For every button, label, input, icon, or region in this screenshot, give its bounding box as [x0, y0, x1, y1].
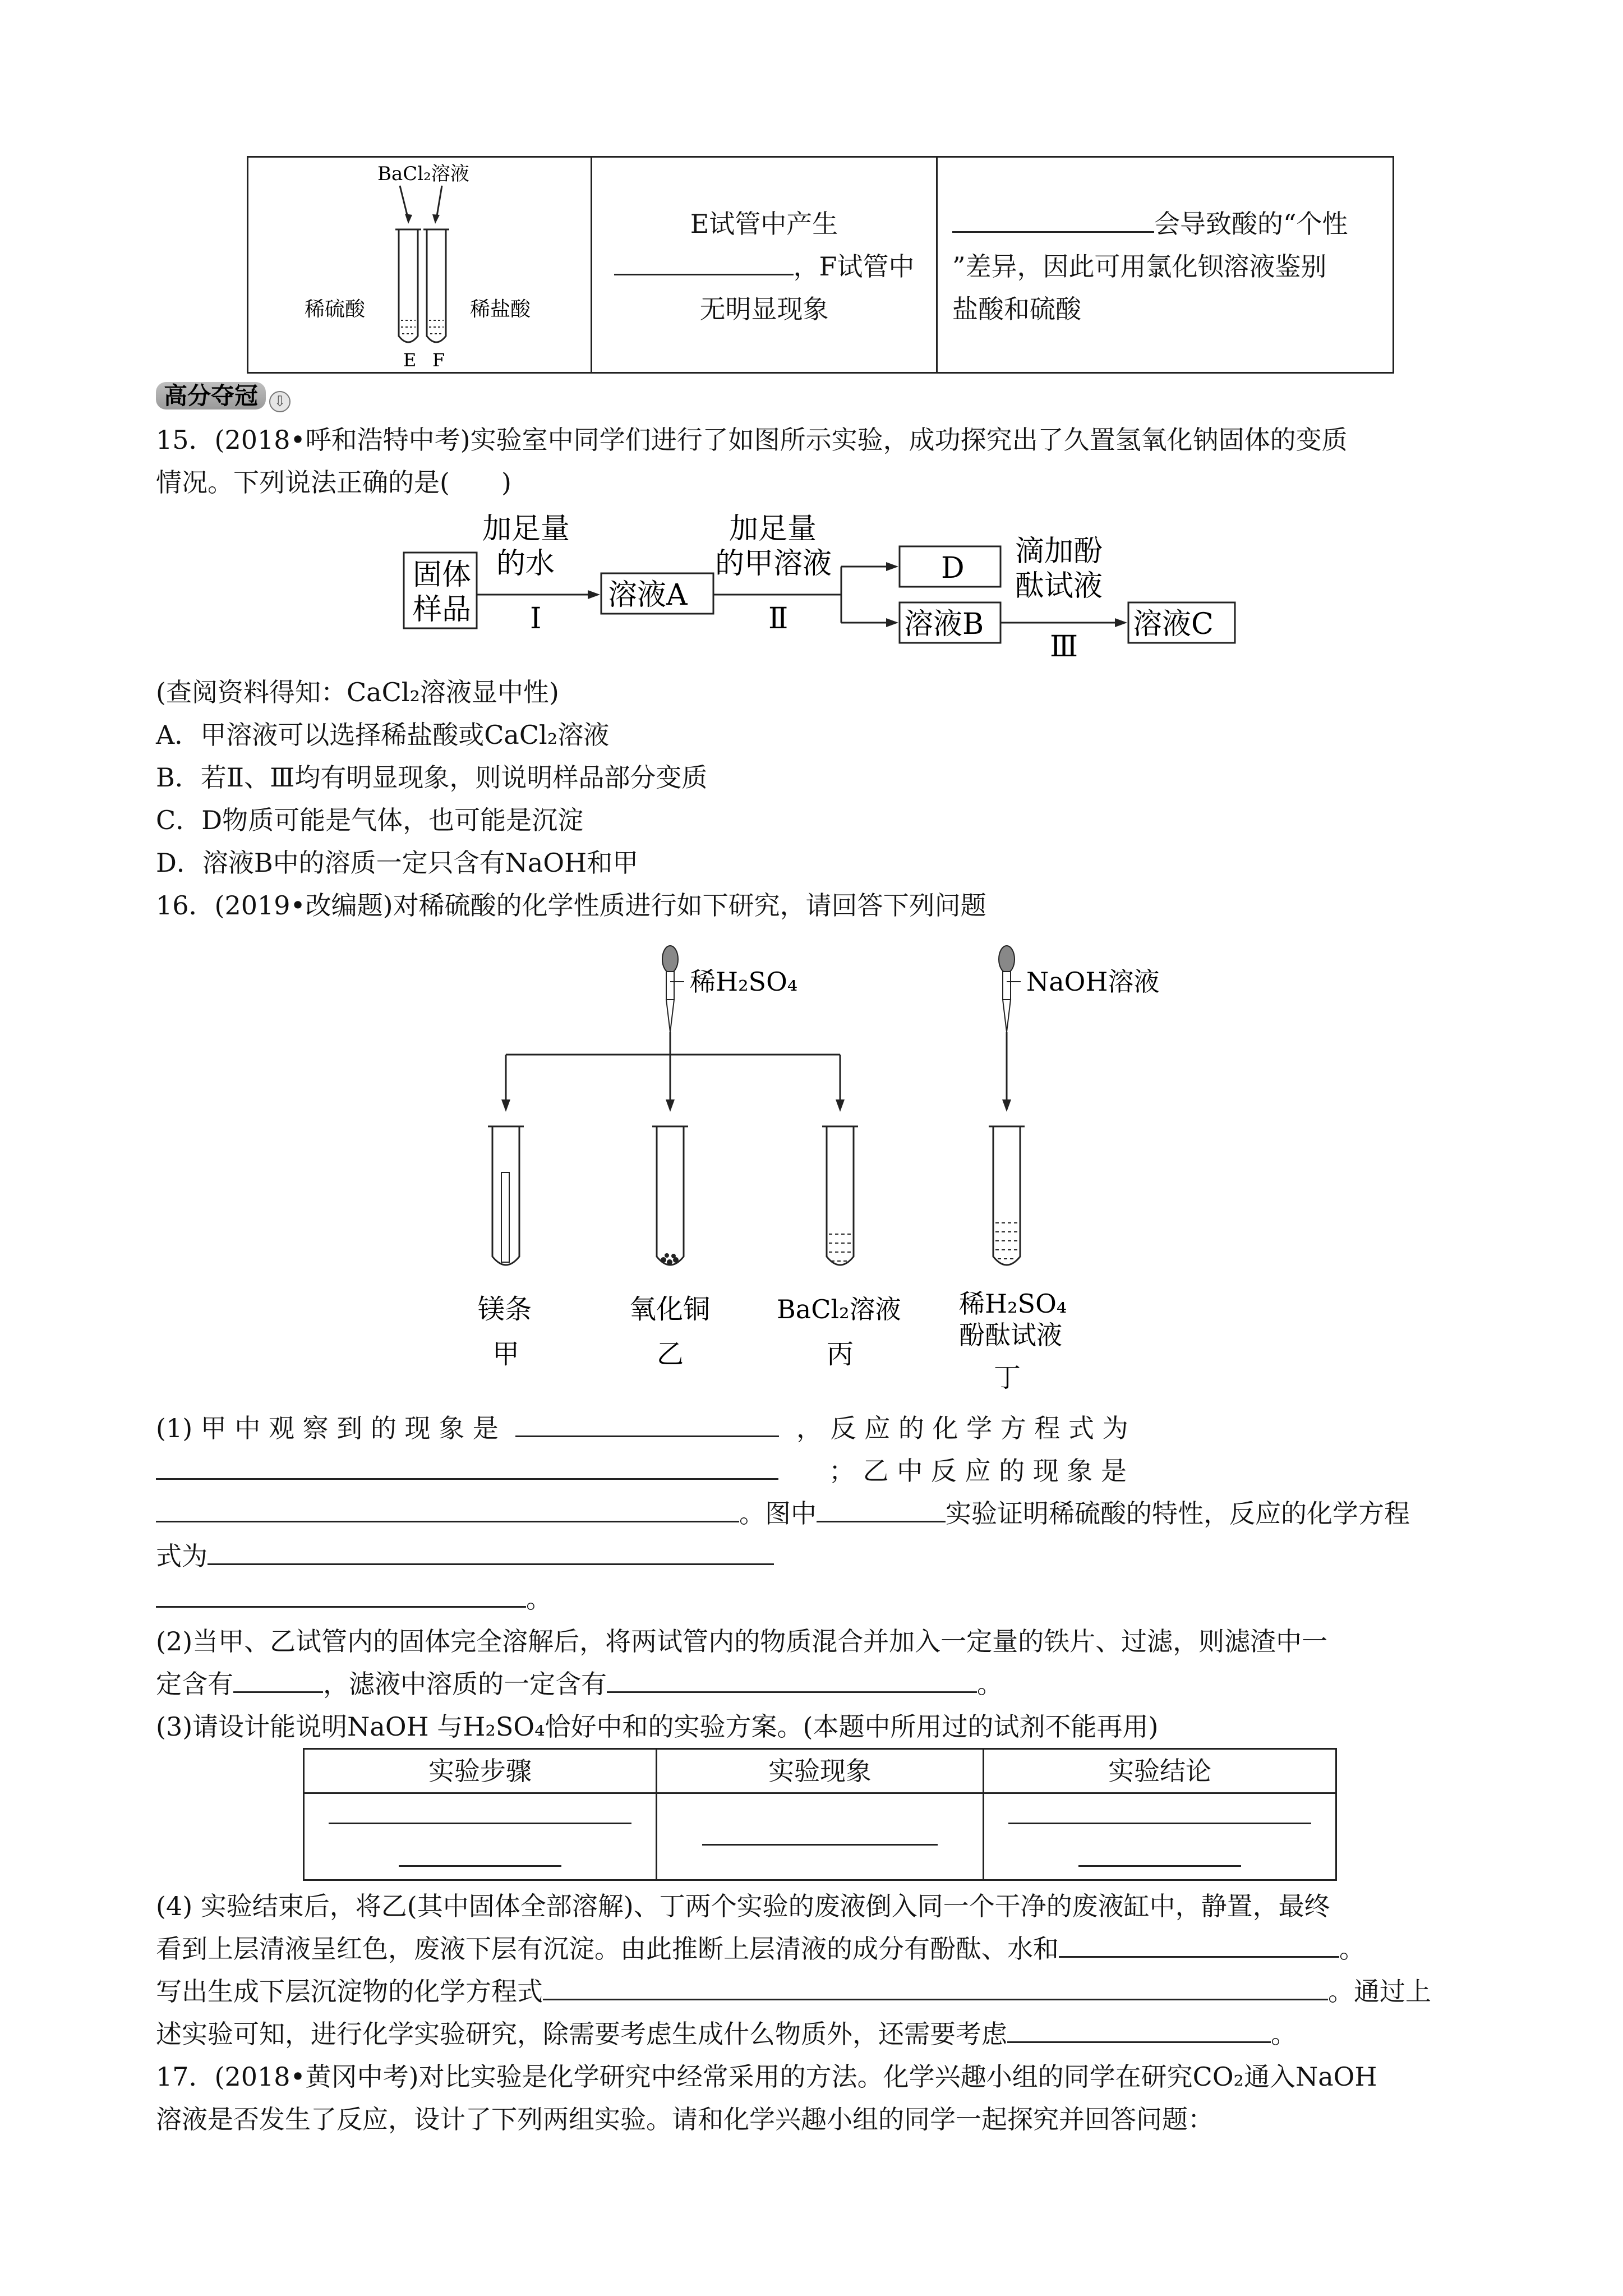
dilute-sulfuric-label: 稀硫酸: [305, 298, 366, 321]
q15-flow-diagram: [393, 505, 1245, 673]
flow-arrow3-top2: 酞试液: [1015, 569, 1103, 603]
conclusion-blank[interactable]: [952, 203, 1154, 233]
phenomenon-cell: [592, 203, 936, 330]
tube3-id: 丙: [827, 1338, 854, 1370]
q16-p1-blank-phenomenon[interactable]: [515, 1407, 779, 1437]
phenomenon-blank[interactable]: [614, 246, 794, 275]
flow-box1-line1: 固体: [413, 558, 472, 592]
q16-p1-line3: 。图中 实验证明稀硫酸的特性，反应的化学方程: [156, 1492, 1410, 1535]
q16-p2-line2: 定含有 ，滤液中溶质的一定含有 。: [156, 1663, 1003, 1705]
q16-plan-table: [303, 1748, 1337, 1881]
q16-p4-blank-components[interactable]: [1059, 1928, 1339, 1958]
q16-p3-line: (3)请设计能说明NaOH 与H₂SO₄恰好中和的实验方案。(本题中所用过的试剂不能再用): [156, 1711, 1159, 1742]
flow-arrow1-step: Ⅰ: [530, 602, 542, 636]
table-header-conclusion: 实验结论: [984, 1749, 1336, 1793]
conclusion-line2: ”差异，因此可用氯化钡溶液鉴别: [952, 251, 1327, 282]
q15-option-a[interactable]: A．甲溶液可以选择稀盐酸或CaCl₂溶液: [156, 720, 610, 750]
q16-p1-blank-equation2[interactable]: [208, 1535, 774, 1565]
table-cell-phenomenon[interactable]: [656, 1793, 983, 1880]
q15-stem-line1: 15．(2018•呼和浩特中考)实验室中同学们进行了如图所示实验，成功探究出了久置氢氧化钠固体的变质: [156, 425, 1348, 455]
flow-arrow1-top1: 加足量: [482, 512, 570, 546]
flow-arrow2-step: Ⅱ: [768, 602, 789, 636]
conclusion-line1: 会导致酸的“个性: [952, 203, 1378, 245]
flow-box3: D: [941, 551, 965, 585]
flow-arrow2-top1: 加足量: [729, 512, 817, 546]
q15-note: (查阅资料得知：CaCl₂溶液显中性): [156, 677, 559, 707]
q16-diagram: [437, 937, 1223, 1397]
q17-line1: 17．(2018•黄冈中考)对比实验是化学研究中经常采用的方法。化学兴趣小组的同学在研究CO₂通入NaOH: [156, 2062, 1377, 2092]
tube-f-label: F: [432, 349, 445, 371]
q16-p1-line1: (1) 甲 中 观 察 到 的 现 象 是 ， 反 应 的 化 学 方 程 式 为: [156, 1407, 1479, 1450]
tube2-id: 乙: [657, 1338, 684, 1370]
phenomenon-line3: 无明显现象: [699, 294, 829, 324]
q16-p2-blank-filtrate[interactable]: [607, 1663, 977, 1693]
flow-arrow2-top2: 的甲溶液: [715, 547, 832, 581]
q16-p4-line3: 写出生成下层沉淀物的化学方程式 。通过上: [156, 1970, 1431, 2013]
q16-p2-line1: (2)当甲、乙试管内的固体完全溶解后，将两试管内的物质混合并加入一定量的铁片、过滤，则滤渣中一: [156, 1626, 1328, 1657]
q15-option-c[interactable]: C．D物质可能是气体，也可能是沉淀: [156, 805, 584, 835]
tube1-id: 甲: [492, 1338, 520, 1370]
tube2-name: 氧化铜: [629, 1294, 711, 1325]
flow-box2: 溶液A: [608, 578, 688, 612]
flow-arrow3-step: Ⅲ: [1050, 630, 1078, 664]
down-arrow-icon: ⇩: [269, 391, 291, 412]
q15-option-d[interactable]: D．溶液B中的溶质一定只含有NaOH和甲: [156, 848, 639, 878]
q16-p1-blank-phenomenon2[interactable]: [156, 1493, 739, 1522]
tube4-name1: 稀H₂SO₄: [959, 1289, 1067, 1319]
flow-box1-line2: 样品: [413, 593, 472, 627]
flow-arrow1-top2: 的水: [496, 547, 555, 581]
flow-box5: 溶液C: [1133, 608, 1214, 641]
table-header-steps: 实验步骤: [304, 1749, 657, 1793]
q16-p1-line2: ； 乙 中 反 应 的 现 象 是: [156, 1450, 1479, 1492]
tube1-name: 镁条: [478, 1294, 532, 1325]
q17-line2: 溶液是否发生了反应，设计了下列两组实验。请和化学兴趣小组的同学一起探究并回答问题：: [156, 2104, 1214, 2134]
q16-p2-blank-residue[interactable]: [233, 1663, 323, 1693]
tube-e-label: E: [403, 349, 417, 371]
q16-p1-blank-equation2-cont[interactable]: [156, 1578, 526, 1608]
table-cell-conclusion[interactable]: [984, 1793, 1336, 1880]
tube4-id: 丁: [994, 1362, 1021, 1393]
q16-p1-blank-equation1[interactable]: [156, 1450, 778, 1480]
conclusion-cell: [952, 203, 1378, 330]
phenomenon-line1: E试管中产生: [690, 209, 838, 239]
conclusion-line3: 盐酸和硫酸: [952, 294, 1081, 324]
section-badge: [156, 380, 291, 412]
flow-box4: 溶液B: [904, 608, 984, 641]
q16-p1-blank-which[interactable]: [817, 1493, 946, 1522]
bacl2-label: BaCl₂溶液: [377, 163, 469, 185]
phenomenon-line2: ，F试管中: [592, 245, 936, 288]
table-header-phenomenon: 实验现象: [656, 1749, 983, 1793]
q16-p4-line1: (4) 实验结束后，将乙(其中固体全部溶解)、丁两个实验的废液倒入同一个干净的废液缸中，静置，最终: [156, 1891, 1330, 1921]
q16-p1-line4: 式为: [156, 1535, 774, 1577]
dropper2-label: NaOH溶液: [1026, 967, 1160, 997]
bacl2-test-tubes-diagram: [248, 158, 591, 372]
q16-p1-line5: 。: [156, 1577, 552, 1620]
top-experiment-table: [247, 156, 1394, 374]
q16-p4-blank-precipitate-equation[interactable]: [543, 1971, 1328, 2000]
tube4-name2: 酚酞试液: [959, 1320, 1062, 1350]
q16-p4-line4: 述实验可知，进行化学实验研究，除需要考虑生成什么物质外，还需要考虑 。: [156, 2013, 1297, 2055]
q16-p4-line2: 看到上层清液呈红色，废液下层有沉淀。由此推断上层清液的成分有酚酞、水和 。: [156, 1927, 1365, 1970]
flow-arrow3-top1: 滴加酚: [1015, 535, 1103, 568]
dropper1-label: 稀H₂SO₄: [690, 967, 798, 997]
dilute-hydrochloric-label: 稀盐酸: [470, 298, 531, 321]
q15-stem-line2: 情况。下列说法正确的是( ): [156, 467, 511, 498]
tube3-name: BaCl₂溶液: [777, 1294, 901, 1324]
q16-p4-blank-consider[interactable]: [1007, 2013, 1271, 2043]
q15-option-b[interactable]: B．若Ⅱ、Ⅲ均有明显现象，则说明样品部分变质: [156, 762, 708, 793]
table-cell-steps[interactable]: [304, 1793, 657, 1880]
q16-stem: 16．(2019•改编题)对稀硫酸的化学性质进行如下研究，请回答下列问题: [156, 890, 986, 921]
section-badge-label: 高分夺冠: [156, 382, 266, 409]
